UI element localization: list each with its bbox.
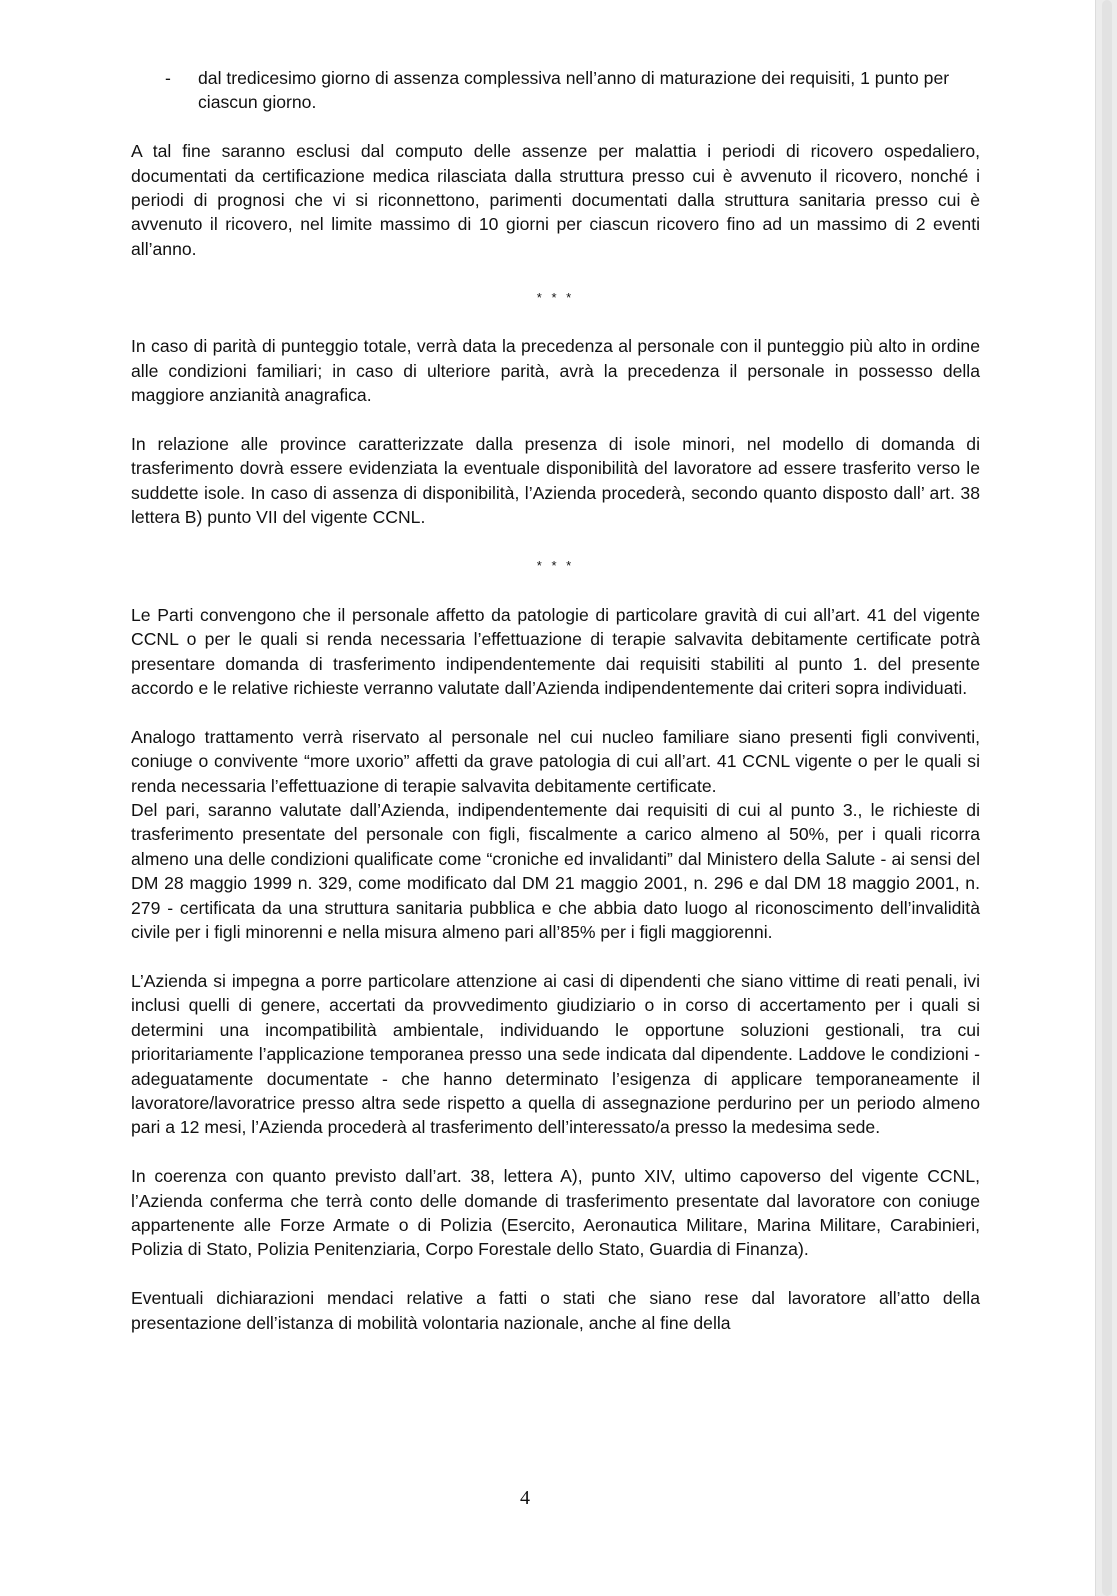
bullet-text: dal tredicesimo giorno di assenza complessiva nell’anno di maturazione dei requisiti, 1 punto per ciascun giorno. [198,68,950,113]
paragraph-isole-minori: In relazione alle province caratterizzate dalla presenza di isole minori, nel modello di domanda di trasferimento dovrà essere evidenziata la eventuale disponibilità del lavoratore ad essere trasferito verso le suddette isole. In caso di assenza di disponibilità, l’Azienda procederà, secondo quanto disposto dall’ art. 38 lettera B) punto VII del vigente CCNL. [131,434,980,528]
paragraph-patologie: Le Parti convengono che il personale affetto da patologie di particolare gravità di cui all’art. 41 del vigente CCNL o per le quali si renda necessaria l’effettuazione di terapie salvavita debitamente certificate potrà presentare domanda di trasferimento indipendentemente dai requisiti stabiliti al punto 1. del presente accordo e le relative richieste verranno valutate dall’Azienda indipendentemente dai criteri sopra individuati. [131,604,980,699]
paragraph-parita-punteggio: In caso di parità di punteggio totale, verrà data la precedenza al personale con il punteggio più alto in ordine alle condizioni familiari; in caso di ulteriore parità, avrà la precedenza il personale in possesso della maggiore anzianità anagrafica. [131,336,980,406]
paragraph-analogo-trattamento: Analogo trattamento verrà riservato al personale nel cui nucleo familiare siano presenti figli conviventi, coniuge o convivente “more uxorio” affetti da grave patologia di cui all’art. 41 CCNL vigente o per le quali si renda necessaria l’effettuazione di terapie salvavita debitamente certificate. [131,726,980,796]
section-separator: * * * [536,558,575,574]
page-number: 4 [520,1487,530,1509]
paragraph-dichiarazioni-mendaci: Eventuali dichiarazioni mendaci relative a fatti o stati che siano rese dal lavoratore all’atto della presentazione dell’istanza di mobilità volontaria nazionale, anche al fine della [131,1288,980,1333]
section-separator: * * * [536,289,575,305]
bullet-item [131,66,980,115]
paragraph-vittime-reati: L’Azienda si impegna a porre particolare attenzione ai casi di dipendenti che siano vittime di reati penali, ivi inclusi quelli di genere, accertati da provvedimento giudiziario o in corso di accertamento per i quali si determini una incompatibilità ambientale, individuando le opportune soluzioni gestionali, tra cui prioritariamente l’applicazione temporanea presso una sede indicata dal dipendente. Laddove le condizioni - adeguatamente documentate - che hanno determinato l’esigenza di applicare temporaneamente il lavoratore/lavoratrice presso altra sede rispetto a quella di assegnazione perdurino per un periodo almeno pari a 12 mesi, l’Azienda procederà al trasferimento dell’interessato/a presso la medesima sede. [131,970,980,1138]
paragraph-figli-a-carico: Del pari, saranno valutate dall’Azienda, indipendentemente dai requisiti di cui al punto 3., le richieste di trasferimento presentate del personale con figli, fiscalmente a carico almeno al 50%, per i quali ricorra almeno una delle condizioni qualificate come “croniche ed invalidanti” dal Ministero della Salute - ai sensi del DM 28 maggio 1999 n. 329, come modificato dal DM 21 maggio 2001, n. 296 e dal DM 18 maggio 2001, n. 279 - certificata da una struttura sanitaria pubblica e che abbia dato luogo al riconoscimento dell’invalidità civile per i figli minorenni e nella misura almeno pari all’85% per i figli maggiorenni. [131,800,980,943]
scrollbar-thumb[interactable] [1102,0,1112,1596]
bullet-marker: - [165,68,171,88]
paragraph-forze-armate: In coerenza con quanto previsto dall’art. 38, lettera A), punto XIV, ultimo capoverso del vigente CCNL, l’Azienda conferma che terrà conto delle domande di trasferimento presentate dal lavoratore con coniuge appartenente alle Forze Armate o di Polizia (Esercito, Aeronautica Militare, Marina Militare, Carabinieri, Polizia di Stato, Polizia Penitenziaria, Corpo Forestale dello Stato, Guardia di Finanza). [131,1166,980,1260]
vertical-scrollbar[interactable] [1095,0,1117,1596]
paragraph-ricovero: A tal fine saranno esclusi dal computo delle assenze per malattia i periodi di ricovero ospedaliero, documentati da certificazione medica rilasciata dalla struttura presso cui è avvenuto il ricovero, nonché i periodi di prognosi che vi si riconnettono, parimenti documentati dalla struttura sanitaria presso cui è avvenuto il ricovero, nel limite massimo di 10 giorni per ciascun ricovero fino ad un massimo di 2 eventi all’anno. [131,141,980,259]
page-content [131,66,980,1359]
